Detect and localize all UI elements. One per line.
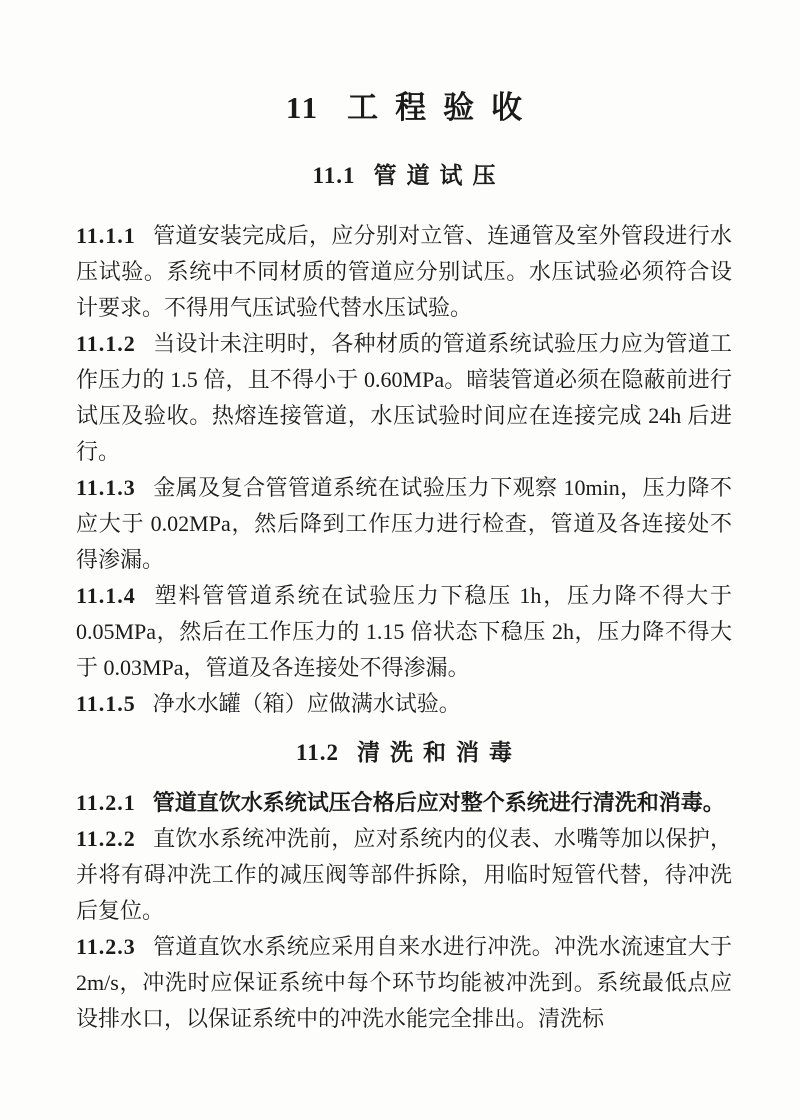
clause-11-1-5 bbox=[76, 686, 732, 722]
section-heading-11-2 bbox=[76, 737, 732, 769]
clause-11-2-1 bbox=[76, 785, 732, 821]
clause-11-2-2 bbox=[76, 821, 732, 929]
clause-number: 11.2.2 bbox=[76, 826, 136, 851]
clause-text: 管道直饮水系统试压合格后应对整个系统进行清洗和消毒。 bbox=[152, 790, 725, 815]
clause-number: 11.2.1 bbox=[76, 790, 136, 815]
clause-text: 塑料管管道系统在试验压力下稳压 1h，压力降不得大于 0.05MPa，然后在工作压力的 1.15 倍状态下稳压 2h，压力降不得大于 0.03MPa，管道及各连接处不得渗漏。 bbox=[76, 583, 732, 680]
chapter-title-text: 工程验收 bbox=[347, 90, 540, 125]
clause-text: 直饮水系统冲洗前，应对系统内的仪表、水嘴等加以保护，并将有碍冲洗工作的减压阀等部件拆除，用临时短管代替，待冲洗后复位。 bbox=[76, 826, 732, 923]
clause-11-1-1 bbox=[76, 218, 732, 326]
section-number: 11.1 bbox=[312, 163, 356, 188]
section-number: 11.2 bbox=[296, 740, 339, 765]
clause-text: 当设计未注明时，各种材质的管道系统试验压力应为管道工作压力的 1.5 倍，且不得小于 0.60MPa。暗装管道必须在隐蔽前进行试压及验收。热熔连接管道，水压试验时间应在连接完成 24h 后进行。 bbox=[76, 331, 732, 464]
section-heading-11-1 bbox=[76, 160, 732, 192]
clause-number: 11.1.2 bbox=[76, 331, 136, 356]
clause-11-1-3 bbox=[76, 470, 732, 578]
section-title-text: 清洗和消毒 bbox=[356, 740, 522, 765]
clause-text: 管道直饮水系统应采用自来水进行冲洗。冲洗水流速宜大于 2m/s，冲洗时应保证系统中每个环节均能被冲洗到。系统最低点应设排水口，以保证系统中的冲洗水能完全排出。清洗标 bbox=[76, 934, 732, 1031]
clause-text: 净水水罐（箱）应做满水试验。 bbox=[152, 691, 461, 716]
clause-text: 金属及复合管管道系统在试验压力下观察 10min，压力降不应大于 0.02MPa，然后降到工作压力进行检查，管道及各连接处不得渗漏。 bbox=[76, 475, 732, 572]
chapter-number: 11 bbox=[285, 90, 320, 125]
clause-number: 11.1.3 bbox=[76, 475, 136, 500]
clause-number: 11.1.4 bbox=[76, 583, 136, 608]
clause-number: 11.1.5 bbox=[76, 691, 136, 716]
section-title-text: 管道试压 bbox=[373, 163, 506, 188]
clause-number: 11.1.1 bbox=[76, 223, 136, 248]
clause-text: 管道安装完成后，应分别对立管、连通管及室外管段进行水压试验。系统中不同材质的管道应分别试压。水压试验必须符合设计要求。不得用气压试验代替水压试验。 bbox=[76, 223, 732, 320]
clause-number: 11.2.3 bbox=[76, 934, 136, 959]
clause-11-1-4 bbox=[76, 578, 732, 686]
clause-11-2-3 bbox=[76, 929, 732, 1037]
clause-11-1-2 bbox=[76, 326, 732, 470]
chapter-heading bbox=[76, 88, 732, 128]
